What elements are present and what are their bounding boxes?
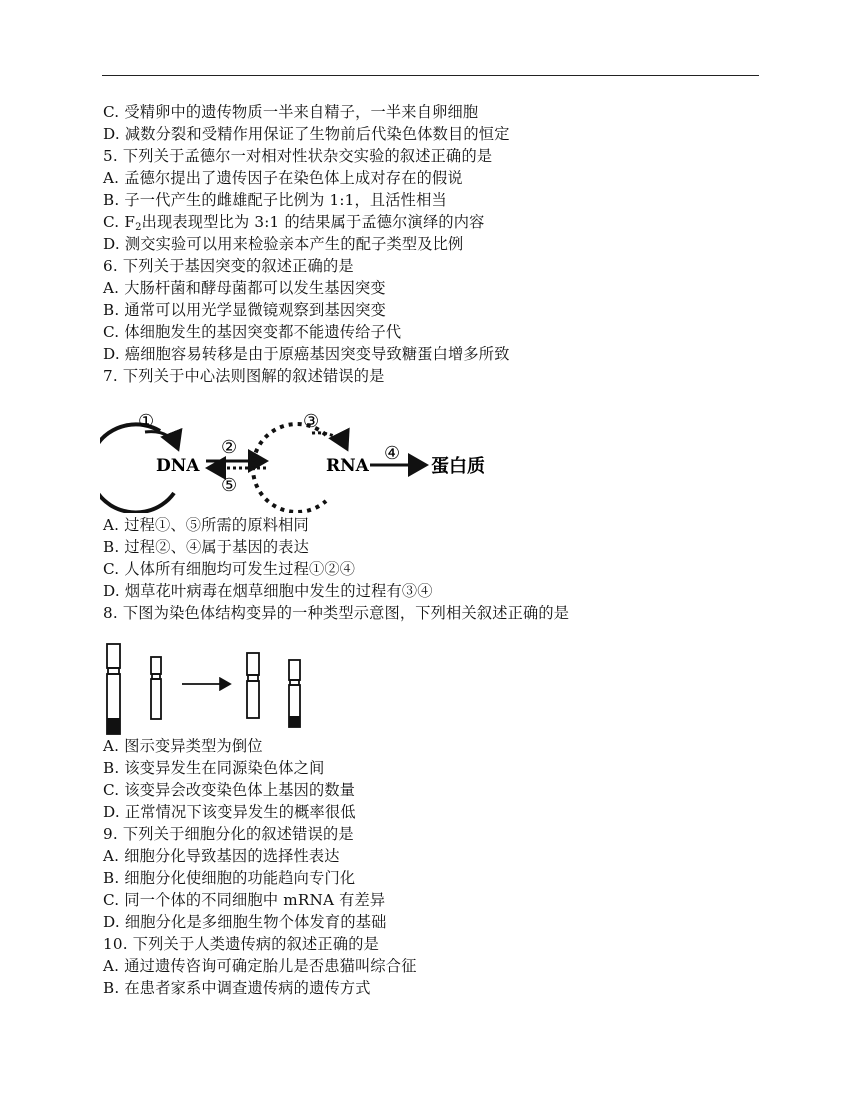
q7-option-b: B. 过程②、④属于基因的表达 <box>103 538 310 556</box>
chromosome-figure <box>100 642 320 738</box>
q10-option-b: B. 在患者家系中调查遗传病的遗传方式 <box>103 979 371 997</box>
q4-option-d: D. 减数分裂和受精作用保证了生物前后代染色体数目的恒定 <box>103 125 510 143</box>
process-1-marker: ① <box>138 411 155 432</box>
q8-option-b: B. 该变异发生在同源染色体之间 <box>103 759 325 777</box>
q10-option-a: A. 通过遗传咨询可确定胎儿是否患猫叫综合征 <box>103 957 417 975</box>
rna-replication-arrow <box>312 433 347 449</box>
q5-stem: 5. 下列关于孟德尔一对相对性状杂交实验的叙述正确的是 <box>103 147 493 165</box>
replication-arrow <box>145 432 178 449</box>
q6-option-d: D. 癌细胞容易转移是由于原癌基因突变导致糖蛋白增多所致 <box>103 345 510 363</box>
rna-label: RNA <box>326 456 369 476</box>
process-2-marker: ② <box>221 437 238 458</box>
q7-option-a: A. 过程①、⑤所需的原料相同 <box>103 516 309 534</box>
dna-label: DNA <box>156 456 200 476</box>
q6-stem: 6. 下列关于基因突变的叙述正确的是 <box>103 257 354 275</box>
q5c-rest: 出现表现型比为 3:1 的结果属于孟德尔演绎的内容 <box>141 213 485 231</box>
q9-option-c: C. 同一个体的不同细胞中 mRNA 有差异 <box>103 891 386 909</box>
q10-stem: 10. 下列关于人类遗传病的叙述正确的是 <box>103 935 379 953</box>
q9-stem: 9. 下列关于细胞分化的叙述错误的是 <box>103 825 354 843</box>
q8-option-c: C. 该变异会改变染色体上基因的数量 <box>103 781 356 799</box>
dark-segment-after <box>289 716 300 727</box>
process-5-marker: ⑤ <box>221 475 238 496</box>
q7-stem: 7. 下列关于中心法则图解的叙述错误的是 <box>103 367 385 385</box>
q9-option-a: A. 细胞分化导致基因的选择性表达 <box>103 847 340 865</box>
q7-option-c: C. 人体所有细胞均可发生过程①②④ <box>103 560 356 578</box>
q6-option-a: A. 大肠杆菌和酵母菌都可以发生基因突变 <box>103 279 386 297</box>
header-rule <box>102 75 759 76</box>
dark-segment-before <box>107 718 120 734</box>
q9-option-d: D. 细胞分化是多细胞生物个体发育的基础 <box>103 913 387 931</box>
q9-option-b: B. 细胞分化使细胞的功能趋向专门化 <box>103 869 356 887</box>
q5-option-b: B. 子一代产生的雌雄配子比例为 1:1，且活性相当 <box>103 191 447 209</box>
process-3-marker: ③ <box>303 411 320 432</box>
q5c-prefix: C. F <box>103 213 136 231</box>
q8-option-d: D. 正常情况下该变异发生的概率很低 <box>103 803 356 821</box>
q7-option-d: D. 烟草花叶病毒在烟草细胞中发生的过程有③④ <box>103 582 433 600</box>
q5-option-a: A. 孟德尔提出了遗传因子在染色体上成对存在的假说 <box>103 169 463 187</box>
q5c-subscript: 2 <box>135 222 142 233</box>
q5-option-d: D. 测交实验可以用来检验亲本产生的配子类型及比例 <box>103 235 464 253</box>
chromosome-short-before <box>151 657 161 719</box>
central-dogma-figure <box>100 405 500 513</box>
q6-option-c: C. 体细胞发生的基因突变都不能遗传给子代 <box>103 323 402 341</box>
q8-option-a: A. 图示变异类型为倒位 <box>103 737 263 755</box>
chromosome-long-after <box>247 653 259 718</box>
protein-label: 蛋白质 <box>431 456 485 477</box>
process-4-marker: ④ <box>384 443 401 464</box>
q8-stem: 8. 下图为染色体结构变异的一种类型示意图，下列相关叙述正确的是 <box>103 604 570 622</box>
q6-option-b: B. 通常可以用光学显微镜观察到基因突变 <box>103 301 387 319</box>
q4-option-c: C. 受精卵中的遗传物质一半来自精子，一半来自卵细胞 <box>103 103 479 121</box>
